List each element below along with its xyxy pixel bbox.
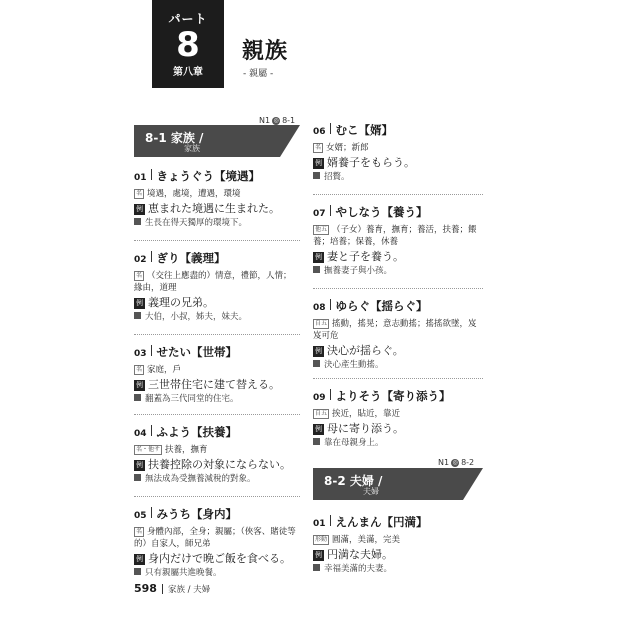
entry-number: 04 xyxy=(134,429,147,439)
example-icon: 例 xyxy=(315,347,322,355)
entry-example: 義理の兄弟。 xyxy=(148,296,214,309)
entry-divider xyxy=(313,378,483,379)
translation-icon xyxy=(313,172,320,179)
entry-example: 母に寄り添う。 xyxy=(327,422,404,435)
example-icon: 例 xyxy=(136,555,143,563)
part-of-speech: 名 xyxy=(136,272,143,279)
entry-bar xyxy=(330,389,331,400)
entry-number: 01 xyxy=(313,519,326,529)
entry-divider xyxy=(313,288,483,289)
vocab-entry xyxy=(313,204,483,277)
section-title: 8-1 家族 / xyxy=(145,131,204,145)
entry-translation: 幸福美滿的夫妻。 xyxy=(324,564,393,574)
entry-word: ふよう【扶養】 xyxy=(156,425,238,439)
entry-divider xyxy=(313,194,483,195)
part-of-speech: 名 xyxy=(136,190,143,197)
translation-icon xyxy=(313,564,320,571)
entry-translation: 無法成為受撫養減稅的對象。 xyxy=(145,474,256,484)
vocab-entry xyxy=(134,424,300,485)
entry-word: きょうぐう【境遇】 xyxy=(156,169,261,183)
section-header xyxy=(134,125,300,157)
entry-number: 09 xyxy=(313,393,326,403)
chapter-badge xyxy=(152,0,224,88)
entry-example: 円満な夫婦。 xyxy=(327,548,393,561)
entry-number: 05 xyxy=(134,511,147,521)
entry-divider xyxy=(134,240,300,241)
example-icon: 例 xyxy=(315,253,322,261)
vocab-entry xyxy=(313,388,483,449)
example-icon: 例 xyxy=(315,425,322,433)
entry-definition: 家庭，戶 xyxy=(147,365,182,375)
entry-word: せたい【世帯】 xyxy=(156,345,238,359)
disc-icon: ◎ xyxy=(452,458,458,466)
vocab-entry xyxy=(134,168,300,229)
vocab-entry xyxy=(134,506,300,579)
vocab-entry xyxy=(313,514,483,575)
entry-bar xyxy=(151,251,152,262)
translation-icon xyxy=(313,266,320,273)
entry-example: 恵まれた境遇に生まれた。 xyxy=(148,202,280,215)
translation-icon xyxy=(134,394,141,401)
entry-bar xyxy=(151,169,152,180)
entry-bar xyxy=(151,507,152,518)
example-icon: 例 xyxy=(315,159,322,167)
entry-definition: （交往上應盡的）情意，禮節，人情；緣由，道理 xyxy=(134,271,292,293)
part-of-speech: 自五 xyxy=(315,410,328,417)
entry-divider xyxy=(134,414,300,415)
entry-example: 扶養控除の対象にならない。 xyxy=(148,458,291,471)
example-icon: 例 xyxy=(136,461,143,469)
section-subtitle: 夫婦 xyxy=(363,487,379,496)
entry-translation: 靠在母親身上。 xyxy=(324,438,384,448)
entry-example: 身内だけで晩ご飯を食べる。 xyxy=(148,552,291,565)
entry-divider xyxy=(134,334,300,335)
section-subtitle: 家族 xyxy=(184,144,200,153)
entry-bar xyxy=(330,123,331,134)
entry-translation: 招贅。 xyxy=(324,172,350,182)
translation-icon xyxy=(313,438,320,445)
section-header xyxy=(313,468,483,500)
entry-definition: 身體內部，全身；親屬；（俠客、賭徒等的）自家人，師兄弟 xyxy=(134,527,296,549)
entry-definition: 挨近，貼近，靠近 xyxy=(332,409,401,419)
section-ref xyxy=(259,116,295,125)
entry-definition: 圓滿，美滿，完美 xyxy=(332,535,401,545)
section-ref-level: N1 xyxy=(259,116,271,125)
part-of-speech: 形動 xyxy=(315,536,328,543)
chapter-part-label: パート xyxy=(168,12,208,26)
entry-definition: 境遇，處境，遭遇，環境 xyxy=(147,189,241,199)
entry-definition: （子女）養育，撫育；養活，扶養；餵養；培養；保養，休養 xyxy=(313,225,477,247)
entry-number: 02 xyxy=(134,255,147,265)
entry-word: みうち【身内】 xyxy=(156,507,238,521)
part-of-speech: 名 xyxy=(136,366,143,373)
entry-example: 妻と子を養う。 xyxy=(327,250,404,263)
footer-section-text: 家族 / 夫婦 xyxy=(167,584,211,595)
part-of-speech: 自五 xyxy=(315,320,328,327)
vocab-entry xyxy=(134,250,300,323)
example-icon: 例 xyxy=(315,551,322,559)
entry-translation: 決心產生動搖。 xyxy=(324,360,384,370)
example-icon: 例 xyxy=(136,299,143,307)
section-ref-code: 8-2 xyxy=(461,458,475,467)
disc-icon: ◎ xyxy=(273,116,279,124)
entry-example: 三世帯住宅に建て替える。 xyxy=(148,378,280,391)
translation-icon xyxy=(134,312,141,319)
translation-icon xyxy=(134,474,141,481)
entry-word: よりそう【寄り添う】 xyxy=(335,389,451,403)
part-of-speech: 名 xyxy=(136,528,143,535)
entry-number: 08 xyxy=(313,303,326,313)
chapter-subtitle: - 親屬 - xyxy=(243,69,274,79)
entry-bar xyxy=(330,205,331,216)
chapter-label: 第八章 xyxy=(173,67,203,78)
section-ref xyxy=(438,458,474,467)
entry-word: むこ【婿】 xyxy=(335,123,394,137)
entry-definition: 搖動，搖晃；意志動搖；搖搖欲墜，岌岌可危 xyxy=(313,319,477,341)
translation-icon xyxy=(313,360,320,367)
entry-bar xyxy=(151,425,152,436)
entry-translation: 生長在得天獨厚的環境下。 xyxy=(145,218,248,228)
entry-word: ゆらぐ【揺らぐ】 xyxy=(335,299,428,313)
part-of-speech: 名 xyxy=(315,144,322,151)
entry-definition: 扶養，撫育 xyxy=(165,445,208,455)
entry-number: 06 xyxy=(313,127,326,137)
example-icon: 例 xyxy=(136,381,143,389)
part-of-speech: 名・他サ xyxy=(136,446,161,453)
entry-translation: 只有親屬共進晚餐。 xyxy=(145,568,222,578)
section-ref-level: N1 xyxy=(438,458,450,467)
entry-word: えんまん【円満】 xyxy=(335,515,428,529)
entry-number: 07 xyxy=(313,209,326,219)
page-footer xyxy=(134,582,210,595)
entry-number: 03 xyxy=(134,349,147,359)
section-ref-code: 8-1 xyxy=(282,116,296,125)
entry-definition: 女婿；新郎 xyxy=(326,143,369,153)
entry-translation: 大伯，小叔，姊夫，妹夫。 xyxy=(145,312,248,322)
vocab-entry xyxy=(313,122,483,183)
entry-translation: 翻蓋為三代同堂的住宅。 xyxy=(145,394,239,404)
entry-word: ぎり【義理】 xyxy=(156,251,226,265)
entry-bar xyxy=(330,515,331,526)
translation-icon xyxy=(134,568,141,575)
entry-example: 婿養子をもらう。 xyxy=(327,156,415,169)
translation-icon xyxy=(134,218,141,225)
entry-word: やしなう【養う】 xyxy=(335,205,428,219)
page-number: 598 xyxy=(134,582,157,595)
entry-divider xyxy=(134,496,300,497)
chapter-title: 親族 xyxy=(242,39,289,64)
footer-divider xyxy=(162,584,163,594)
section-title: 8-2 夫婦 / xyxy=(324,474,383,488)
chapter-number: 8 xyxy=(176,25,200,65)
part-of-speech: 他五 xyxy=(315,226,328,233)
entry-example: 決心が揺らぐ。 xyxy=(327,344,404,357)
vocab-entry xyxy=(134,344,300,405)
entry-translation: 撫養妻子與小孩。 xyxy=(324,266,393,276)
entry-bar xyxy=(330,299,331,310)
entry-bar xyxy=(151,345,152,356)
example-icon: 例 xyxy=(136,205,143,213)
entry-number: 01 xyxy=(134,173,147,183)
vocab-entry xyxy=(313,298,483,371)
